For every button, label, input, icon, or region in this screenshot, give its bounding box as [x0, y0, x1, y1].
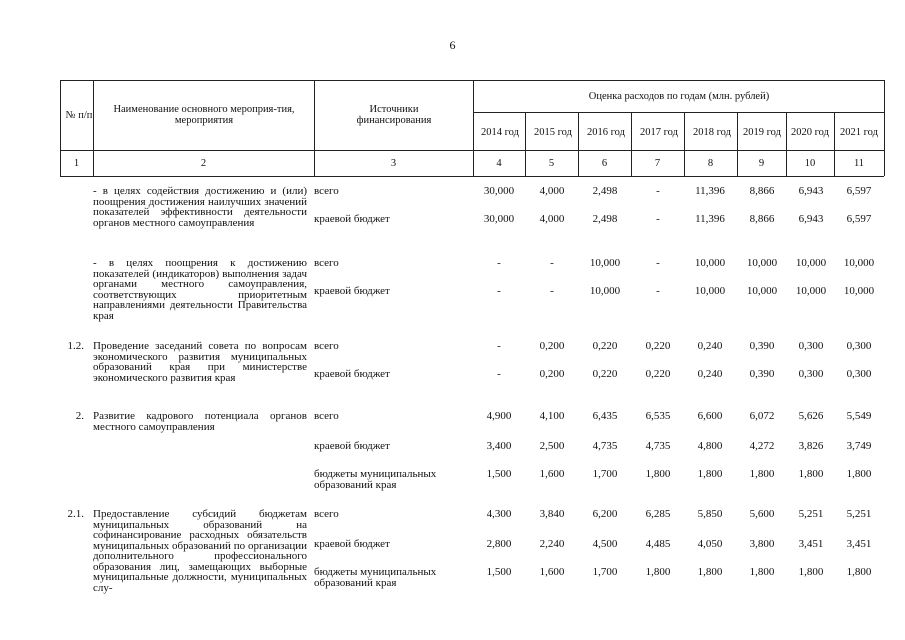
row-name: - в целях поощрения к достижению показателей (индикаторов) выполнения задач органами местного самоуправления, соответствующих приоритетным направлениями деятельности Правительства края [93, 257, 307, 322]
expense-value: 8,866 [749, 213, 775, 225]
expense-value: 10,000 [843, 285, 875, 297]
index-cell: 10 [804, 158, 816, 169]
expense-value: 2,498 [592, 213, 618, 225]
expense-value: 30,000 [483, 213, 515, 225]
year-header: 2017 год [640, 126, 678, 138]
expense-value: 5,549 [846, 410, 872, 422]
expense-value: 3,840 [539, 508, 565, 520]
funding-source: всего [314, 340, 339, 352]
funding-source: краевой бюджет [314, 440, 390, 452]
expense-value: 1,500 [486, 468, 512, 480]
expense-value: 1,800 [645, 566, 671, 578]
expense-value: 4,900 [486, 410, 512, 422]
expense-value: - [550, 257, 554, 269]
index-cell: 6 [601, 158, 608, 169]
expense-value: 4,500 [592, 538, 618, 550]
expense-value: 5,626 [798, 410, 824, 422]
expense-value: 0,200 [539, 340, 565, 352]
year-header: 2015 год [534, 126, 572, 138]
expense-value: 8,866 [749, 185, 775, 197]
index-cell: 1 [73, 158, 80, 169]
row-name: Предоставление субсидий бюджетам муниципальных образований на софинансирование расходных обязательств муниципальных образований по организации дополнительного профессионального образования лиц, замещающих выборные муниципальные должности, муниципальных слу- [93, 508, 307, 594]
expense-value: 1,800 [798, 468, 824, 480]
funding-source: краевой бюджет [314, 213, 390, 225]
expense-value: 6,597 [846, 185, 872, 197]
funding-source: краевой бюджет [314, 285, 390, 297]
expense-value: 4,050 [697, 538, 723, 550]
col-estimate-header: Оценка расходов по годам (млн. рублей) [588, 90, 770, 102]
index-cell: 9 [758, 158, 765, 169]
expense-value: - [656, 185, 660, 197]
table-header [60, 80, 884, 176]
year-header: 2018 год [693, 126, 731, 138]
row-name: Развитие кадрового потенциала органов местного самоуправления [93, 410, 307, 433]
expense-value: 11,396 [695, 213, 725, 225]
index-cell: 3 [390, 158, 397, 169]
funding-source: бюджеты муниципальных образований края [314, 468, 437, 491]
expense-value: - [497, 257, 501, 269]
expense-value: 4,485 [645, 538, 671, 550]
year-header: 2016 год [587, 126, 625, 138]
expense-value: 10,000 [589, 285, 621, 297]
expense-value: 10,000 [795, 285, 827, 297]
expense-value: 0,300 [846, 340, 872, 352]
expense-value: - [497, 285, 501, 297]
expense-value: 30,000 [483, 185, 515, 197]
expense-value: - [497, 340, 501, 352]
expense-value: 0,300 [846, 368, 872, 380]
col-name-header: Наименование основного мероприя-тия, мероприятия [113, 104, 295, 126]
expense-value: 1,700 [592, 566, 618, 578]
expense-value: 10,000 [795, 257, 827, 269]
row-number: 1.2. [67, 340, 84, 352]
expense-value: 1,800 [846, 566, 872, 578]
index-cell: 11 [853, 158, 865, 169]
index-cell: 4 [496, 158, 502, 169]
funding-source: краевой бюджет [314, 368, 390, 380]
expense-value: 6,597 [846, 213, 872, 225]
expense-value: 3,800 [749, 538, 775, 550]
expense-value: 2,800 [486, 538, 512, 550]
row-name: Проведение заседаний совета по вопросам экономического развития муниципальных образований края при министерстве экономического развития края [93, 340, 307, 384]
year-header: 2020 год [791, 126, 829, 138]
expense-value: 4,300 [486, 508, 512, 520]
expense-value: 10,000 [694, 285, 726, 297]
expense-value: 6,200 [592, 508, 618, 520]
funding-source: всего [314, 508, 339, 520]
expense-value: 4,000 [539, 185, 565, 197]
expense-value: 4,100 [539, 410, 565, 422]
expense-value: 0,220 [645, 340, 671, 352]
expense-value: 10,000 [746, 285, 778, 297]
expense-value: 4,735 [592, 440, 618, 452]
expense-value: 10,000 [746, 257, 778, 269]
expense-value: - [656, 285, 660, 297]
expense-value: 4,735 [645, 440, 671, 452]
expense-value: 0,220 [645, 368, 671, 380]
expense-value: 1,800 [749, 566, 775, 578]
expense-value: 5,251 [846, 508, 872, 520]
expense-value: 0,220 [592, 340, 618, 352]
expense-value: 6,943 [798, 213, 824, 225]
row-number: 2.1. [67, 508, 84, 520]
expense-value: 2,498 [592, 185, 618, 197]
year-header: 2021 год [840, 126, 878, 138]
col-num-header: № п/п [65, 109, 93, 121]
expense-value: 1,700 [592, 468, 618, 480]
expense-value: 2,240 [539, 538, 565, 550]
expense-value: 6,435 [592, 410, 618, 422]
funding-source: всего [314, 257, 339, 269]
expense-value: 3,400 [486, 440, 512, 452]
expense-value: 2,500 [539, 440, 565, 452]
expense-value: 4,800 [697, 440, 723, 452]
expense-value: 1,800 [645, 468, 671, 480]
expense-value: - [656, 257, 660, 269]
expense-value: 0,300 [798, 340, 824, 352]
expense-value: 1,500 [486, 566, 512, 578]
page-number: 6 [449, 38, 456, 52]
expense-value: - [550, 285, 554, 297]
expense-value: 10,000 [589, 257, 621, 269]
row-name: - в целях содействия достижению и (или) поощрения достижения наилучших значений показателей эффективности деятельности органов местного самоуправления [93, 185, 307, 229]
expense-value: 0,390 [749, 368, 775, 380]
expense-value: 0,300 [798, 368, 824, 380]
year-header: 2019 год [743, 126, 781, 138]
expense-value: 1,600 [539, 468, 565, 480]
expense-value: 1,800 [697, 566, 723, 578]
index-cell: 8 [707, 158, 714, 169]
expense-value: 6,535 [645, 410, 671, 422]
expense-value: 6,072 [749, 410, 775, 422]
funding-source: всего [314, 185, 339, 197]
expense-value: 5,850 [697, 508, 723, 520]
expense-value: 1,800 [846, 468, 872, 480]
expense-value: 6,285 [645, 508, 671, 520]
expense-value: - [656, 213, 660, 225]
expense-value: 11,396 [695, 185, 725, 197]
index-cell: 7 [654, 158, 661, 169]
index-cell: 5 [548, 158, 555, 169]
expense-value: 3,826 [798, 440, 824, 452]
expense-value: 3,749 [846, 440, 872, 452]
expense-value: 3,451 [798, 538, 824, 550]
funding-source: бюджеты муниципальных образований края [314, 566, 437, 589]
expense-value: - [497, 368, 501, 380]
expense-value: 0,220 [592, 368, 618, 380]
expense-value: 5,600 [749, 508, 775, 520]
expense-value: 10,000 [843, 257, 875, 269]
expense-value: 5,251 [798, 508, 824, 520]
expense-value: 0,240 [697, 340, 723, 352]
expense-value: 1,600 [539, 566, 565, 578]
expense-value: 1,800 [749, 468, 775, 480]
funding-source: краевой бюджет [314, 538, 390, 550]
expense-value: 4,000 [539, 213, 565, 225]
funding-source: всего [314, 410, 339, 422]
col-source-header: Источники финансирования [356, 104, 432, 126]
expense-value: 1,800 [798, 566, 824, 578]
expense-value: 6,600 [697, 410, 723, 422]
expense-value: 10,000 [694, 257, 726, 269]
expense-value: 6,943 [798, 185, 824, 197]
expense-value: 1,800 [697, 468, 723, 480]
row-number: 2. [75, 410, 84, 422]
year-header: 2014 год [481, 126, 519, 138]
expense-value: 0,390 [749, 340, 775, 352]
expense-value: 4,272 [749, 440, 775, 452]
index-cell: 2 [200, 158, 207, 169]
expense-value: 0,240 [697, 368, 723, 380]
expense-value: 3,451 [846, 538, 872, 550]
expense-value: 0,200 [539, 368, 565, 380]
